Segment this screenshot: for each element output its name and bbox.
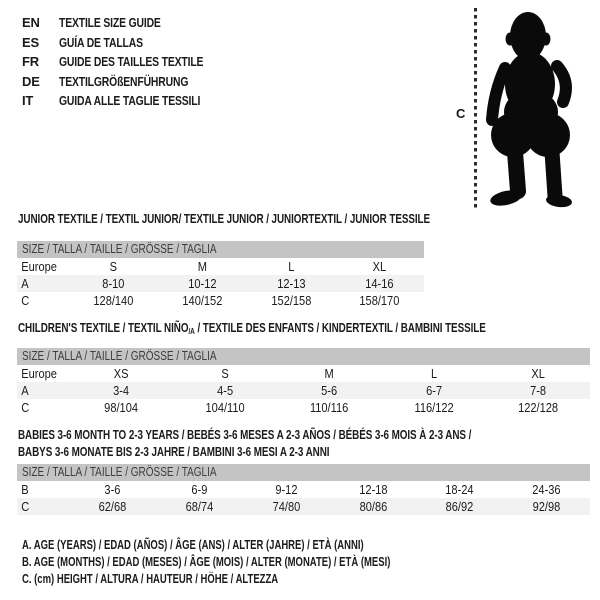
size-header-bar: SIZE / TALLA / TAILLE / GRÖSSE / TAGLIA [17,241,424,258]
table-row-height [17,498,590,515]
cell: 122/128 [517,400,558,415]
footnote-b: B. AGE (MONTHS) / EDAD (MESES) / ÂGE (MOIS) / ALTER (MONATE) / ETÀ (MESI) [22,555,391,569]
language-title: GUIDA ALLE TAGLIE TESSILI [59,93,201,109]
language-row-fr [22,52,239,72]
cell: 80/86 [359,499,387,514]
cell: 86/92 [445,499,474,514]
size-header-bar: SIZE / TALLA / TAILLE / GRÖSSE / TAGLIA [17,464,590,481]
language-code: IT [22,93,34,109]
babies-section-title: BABIES 3-6 MONTH TO 2-3 YEARS / BEBÉS 3-6 MESES A 2-3 AÑOS / BÉBÉS 3-6 MOIS À 2-3 ANS / BABYS 3-6 MONATE BIS 2-3 JAHRE / BAMBINI 3-6 MESI A 2-3 ANNI [18,427,472,459]
row-label: Europe [21,366,57,381]
footnote-a: A. AGE (YEARS) / EDAD (AÑOS) / ÂGE (ANS) / ALTER (JAHRE) / ETÀ (ANNI) [22,538,364,552]
row-label: B [21,482,29,497]
cell: L [287,259,294,274]
table-row-months [17,481,590,498]
cell: L [430,366,437,381]
children-section-title: CHILDREN'S TEXTILE / TEXTIL $NIÑO_{/A}$ / TEXTILE DES ENFANTS / KINDERTEXTIL / BAMBINI TESSILE [18,320,486,336]
row-label: C [21,499,30,514]
cell: 98/104 [104,400,138,415]
row-label: C [21,400,30,415]
cell: 92/98 [532,499,561,514]
table-row-europe [17,258,424,275]
cell: S [109,259,118,274]
babies-size-table [17,464,590,515]
language-title: TEXTILGRÖßENFÜHRUNG [59,73,189,89]
cell: 140/152 [182,293,223,308]
cell: 158/170 [359,293,400,308]
language-title-list [22,13,239,111]
language-title: GUÍA DE TALLAS [59,34,143,50]
cell: M [197,259,207,274]
cell: 10-12 [187,276,217,291]
cell: 3-6 [104,482,121,497]
cell: 7-8 [529,383,546,398]
cell: 110/116 [310,400,349,415]
junior-section-title: JUNIOR TEXTILE / TEXTIL JUNIOR/ TEXTILE JUNIOR / JUNIORTEXTIL / JUNIOR TESSILE [18,211,431,226]
language-row-es [22,33,239,53]
language-code: EN [22,15,40,31]
cell: 74/80 [272,499,300,514]
table-row-age [17,382,590,399]
cell: S [221,366,229,381]
row-label: A [21,383,29,398]
cell: XS [113,366,129,381]
junior-size-table [17,241,424,309]
cell: 9-12 [275,482,298,497]
language-code: FR [22,54,39,70]
cell: 6-7 [425,383,442,398]
baby-silhouette-icon [484,6,576,208]
children-size-table [17,348,590,416]
cell: 5-6 [321,383,338,398]
height-label-c: C [456,106,466,121]
row-label: A [21,276,29,291]
cell: XL [372,259,387,274]
language-row-it [22,91,239,111]
cell: 12-13 [276,276,306,291]
cell: 14-16 [365,276,394,291]
language-code: ES [22,34,39,50]
cell: 4-5 [217,383,234,398]
cell: 152/158 [270,293,311,308]
size-header-bar: SIZE / TALLA / TAILLE / GRÖSSE / TAGLIA [17,348,590,365]
height-dotted-line [474,8,477,208]
cell: 104/110 [205,400,245,415]
cell: 6-9 [191,482,208,497]
table-row-europe [17,365,590,382]
row-label: C [21,293,30,308]
row-label: Europe [21,259,57,274]
cell: 3-4 [113,383,130,398]
table-row-height [17,399,590,416]
cell: 12-18 [358,482,388,497]
cell: 8-10 [102,276,125,291]
footnote-c: C. (cm) HEIGHT / ALTURA / HAUTEUR / HÖHE / ALTEZZA [22,572,279,586]
cell: 68/74 [185,499,214,514]
cell: 24-36 [532,482,561,497]
cell: XL [531,366,545,381]
table-row-height [17,292,424,309]
language-title: TEXTILE SIZE GUIDE [59,15,161,31]
table-row-age [17,275,424,292]
language-row-en [22,13,239,33]
nino-a-subscript: /A [188,326,195,336]
language-code: DE [22,73,40,89]
cell: M [324,366,335,381]
cell: 62/68 [98,499,127,514]
language-title: GUIDE DES TAILLES TEXTILE [59,54,204,70]
cell: 116/122 [414,400,454,415]
footnote-legend [22,537,507,588]
cell: 18-24 [445,482,474,497]
cell: 128/140 [93,293,134,308]
language-row-de [22,72,239,92]
